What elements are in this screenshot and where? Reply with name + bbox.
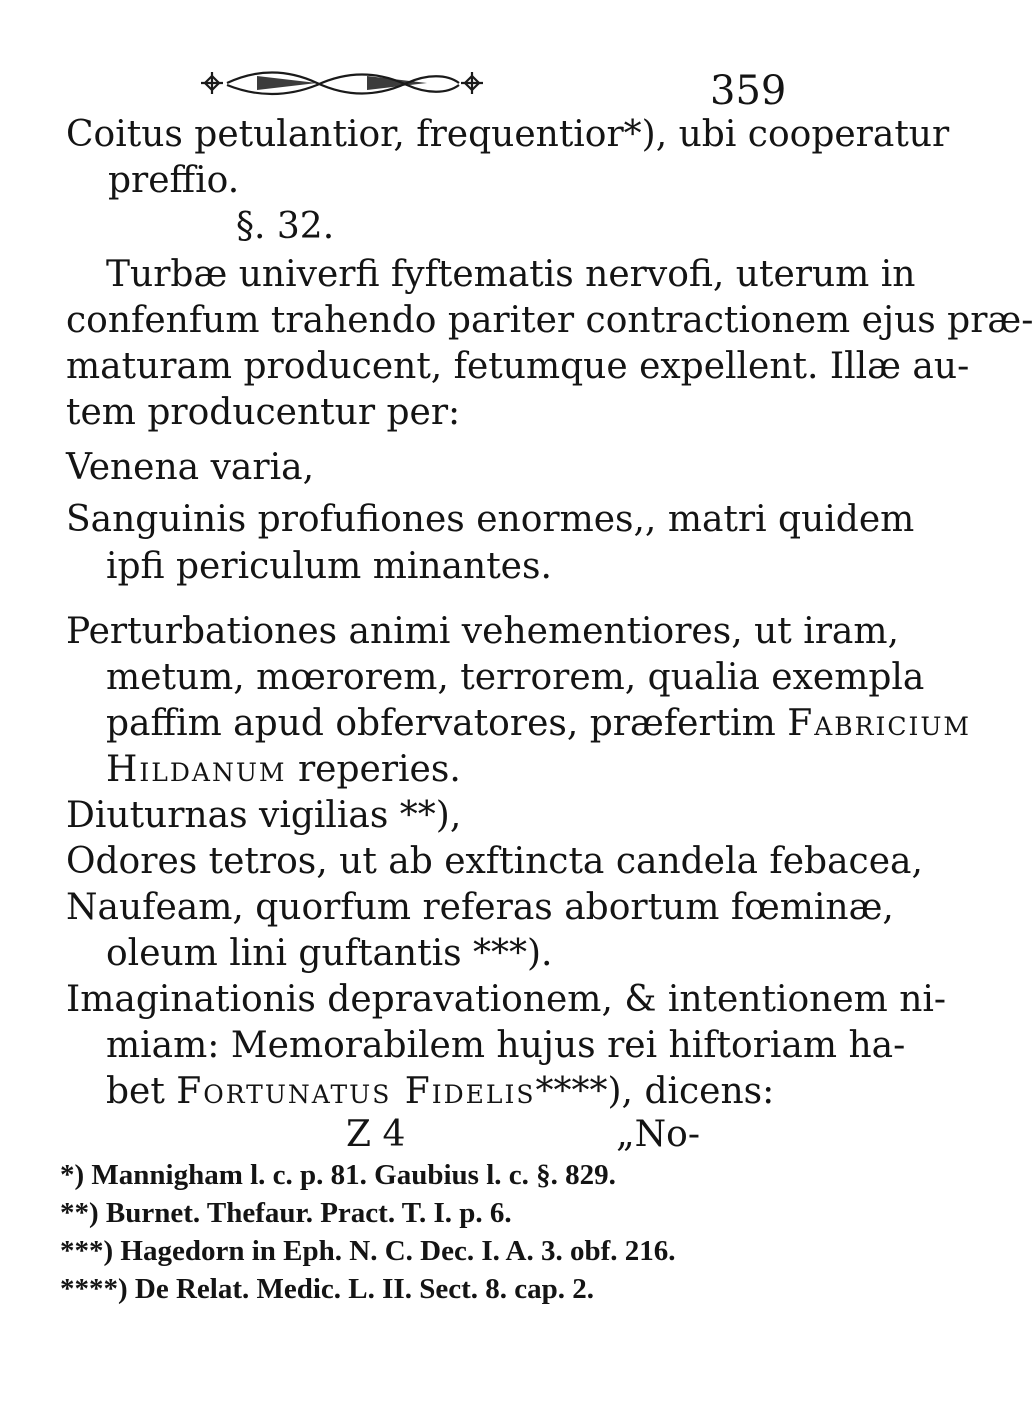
text-line: maturam producent, fetumque expellent. Illæ au- [66,346,970,387]
text-line: Odores tetros, ut ab exftincta candela febacea, [66,841,923,882]
text-line: miam: Memorabilem hujus rei hiftoriam ha- [106,1025,906,1066]
text-line: metum, mœrorem, terrorem, qualia exempla [106,657,925,698]
text-line: confenfum trahendo pariter contractionem ejus præ- [66,300,1033,341]
signature-mark: Z 4 [346,1114,406,1155]
header-ornament [197,66,487,100]
footnote: **) Burnet. Thefaur. Pract. T. I. p. 6. [60,1197,512,1229]
text-line: Perturbationes animi vehementiores, ut iram, [66,611,899,652]
footnote: *) Mannigham l. c. p. 81. Gaubius l. c. §. 829. [60,1159,616,1191]
catchword: „No- [616,1114,700,1155]
text-line: Venena varia, [66,447,315,488]
text-span: bet [106,1071,165,1112]
text-line [106,702,971,746]
text-line: Imaginationis depravationem, & intentionem ni- [66,979,947,1020]
footnote: ***) Hagedorn in Eph. N. C. Dec. I. A. 3. obf. 216. [60,1235,676,1267]
text-line: Diuturnas vigilias **), [66,795,462,836]
text-line: Coitus petulantior, frequentior*), ubi cooperatur [66,114,950,155]
text-span: reperies. [297,749,461,790]
text-line: Naufeam, quorfum referas abortum fœminæ, [66,887,894,928]
section-heading: §. 32. [236,206,335,247]
text-span: paffim apud obfervatores, præfertim [106,703,776,744]
text-line [106,748,461,792]
text-line: tem producentur per: [66,392,461,433]
author-name: Fabricium [787,703,972,744]
page-number: 359 [710,68,787,114]
text-line: ipfi periculum minantes. [106,546,552,587]
author-name: Fortunatus Fidelis [176,1071,536,1112]
text-line: Turbæ univerfi fyftematis nervofi, uterum in [106,254,916,295]
footnote: ****) De Relat. Medic. L. II. Sect. 8. cap. 2. [60,1273,594,1305]
text-line: oleum lini guftantis ***). [106,933,553,974]
text-span: ****), dicens: [535,1071,775,1112]
author-name: Hildanum [106,749,287,790]
text-line: Sanguinis profufiones enormes,, matri quidem [66,499,915,540]
text-line: preffio. [108,160,240,201]
text-line [106,1070,774,1114]
